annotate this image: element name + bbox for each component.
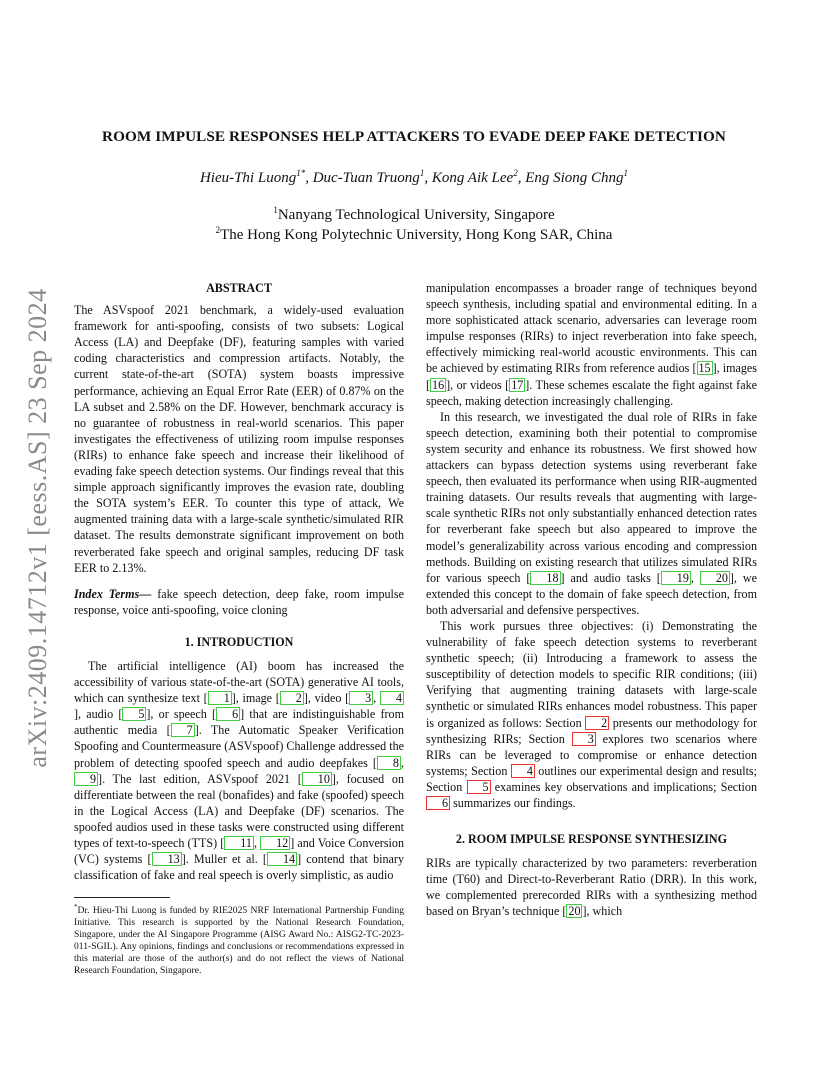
citation-link[interactable]: 16	[432, 377, 445, 392]
affiliation-mark: 2	[215, 225, 221, 235]
index-terms-label: Index Terms—	[74, 586, 152, 601]
author-mark: 1	[623, 168, 629, 178]
citation-link[interactable]: 14	[267, 852, 297, 866]
abstract-heading: ABSTRACT	[206, 281, 272, 295]
left-column	[74, 280, 404, 883]
citation-link[interactable]: 6	[216, 707, 240, 721]
section-ref-link[interactable]: 2	[585, 716, 609, 730]
section2-paragraph-1: RIRs are typically characterized by two parameters: reverberation time (T60) and Direct-to-Reverberant Ratio (DRR). In this work, we complemented prerecorded RIRs with a synthesizing method based on Bryan’s technique [ 20 ], which	[426, 856, 757, 919]
author-name: Duc-Tuan Truong	[312, 170, 420, 186]
citation-link[interactable]: 13	[152, 852, 182, 866]
citation-link[interactable]: 18	[530, 571, 560, 585]
index-terms	[74, 586, 404, 618]
citation-link[interactable]: 19	[661, 571, 691, 585]
affiliation-mark: 1	[273, 205, 278, 215]
citation-link[interactable]: 8	[377, 756, 401, 770]
intro-heading: 1. INTRODUCTION	[184, 634, 294, 649]
citation-link[interactable]: 3	[349, 691, 373, 705]
section-ref-link[interactable]: 4	[511, 764, 535, 778]
footnote-text: Dr. Hieu-Thi Luong is funded by RIE2025 NRF International Partnership Funding Initiative. This research is supported by the National Research Foundation, Singapore, under the AI Singapore Programme (AISG Award No.: AISG2-TC-2023-011-SGIL). Any opinions, findings and conclusions or recommendations expressed in this material are those of the author(s) and do not reflect the views of National Research Foundation, Singapore.	[74, 905, 404, 977]
citation-link[interactable]: 11	[224, 836, 254, 850]
section2-heading: 2. ROOM IMPULSE RESPONSE SYNTHESIZING	[455, 832, 728, 847]
author-mark: 1	[419, 168, 425, 178]
affiliation-text: The Hong Kong Polytechnic University, Hong Kong SAR, China	[220, 227, 613, 243]
intro-paragraph-3: This work pursues three objectives: (i) Demonstrating the vulnerability of fake speech detection systems to reverberant synthetic speech; (ii) Introducing a framework to assess the susceptibility of detection models to specific RIR conditions; (iii) Verifying that augmenting training datasets with large-scale synthetic or simulated RIRs enhances model robustness. This paper is organized as follows: Section 2 presents our methodology for synthesizing RIRs; Section 3 explores two scenarios where RIRs can be leveraged to compromise or enhance detection systems; Section 4 outlines our experimental design and results; Section 5 examines key observations and implications; Section 6 summarizes our findings.	[426, 618, 757, 810]
author-list: Hieu-Thi Luong$^{1*}$, Duc-Tuan Truong$^1$, Kong Aik Lee$^2$, Eng Siong Chng$^1$	[199, 168, 629, 186]
section-ref-link[interactable]: 6	[426, 796, 450, 810]
citation-link[interactable]: 12	[260, 836, 290, 850]
citation-link[interactable]: 17	[511, 377, 524, 392]
citation-link[interactable]: 10	[302, 772, 332, 786]
citation-link[interactable]: 1	[208, 691, 232, 705]
affiliation-text: Nanyang Technological University, Singapore	[277, 207, 555, 223]
section-ref-link[interactable]: 5	[467, 780, 491, 794]
author-name: Kong Aik Lee	[431, 170, 514, 186]
affiliation	[60, 205, 768, 224]
citation-link[interactable]: 7	[171, 723, 195, 737]
author-mark: 1*	[296, 168, 306, 178]
citation-link[interactable]: 9	[74, 772, 98, 786]
intro-paragraph-1: The artificial intelligence (AI) boom has increased the accessibility of various state-of-the-art (SOTA) generative AI tools, which can synthesize text [ 1 ], image [ 2 ], video [ 3 , 4], audio [ 5 ], or speech [ 6 ] that are indistinguishable from authentic media [ 7 ]. The Automatic Speaker Verification Spoofing and Countermeasure (ASVspoof) Challenge addressed the problem of detecting spoofed speech and audio deepfakes [ 8 , 9 ]. The last edition, ASVspoof 2021 [ 10 ], focused on differentiate between the real (bonafides) and fake (spoofed) speech in the Logical Access (LA) and Deepfake (DF) scenarios. The spoofed audios used in these tasks were constructed using different types of text-to-speech (TTS) [ 11 , 12 ] and Voice Conversion (VC) systems [ 13 ]. Muller et al. [ 14 ] contend that binary classification of fake and real speech is overly simplistic, as audio	[74, 658, 404, 883]
footnote-rule	[74, 897, 170, 898]
citation-link[interactable]: 2	[280, 691, 304, 705]
footnote-mark: *	[74, 903, 78, 911]
citation-link[interactable]: 15	[698, 361, 711, 376]
citation-link[interactable]: 20	[568, 904, 581, 919]
citation-link[interactable]: 4	[380, 691, 404, 705]
citation-link[interactable]: 20	[700, 571, 730, 585]
author-name: Eng Siong Chng	[525, 170, 624, 186]
author-name: Hieu-Thi Luong	[199, 170, 297, 186]
author-mark: 2	[513, 168, 518, 178]
section-ref-link[interactable]: 3	[572, 732, 596, 746]
intro-paragraph-2: In this research, we investigated the dual role of RIRs in fake speech detection, examining both their potential to compromise system security and enhance its robustness. We first showed how attackers can bypass detection systems using reverberant fake speech, then evaluated its performance when using RIR-augmented training datasets. Our results reveals that augmenting with large-scale synthetic RIRs not only substantially enhanced detection rates for reverberant fake speech but also appeared to improve the model’s generalizability across various encoding and compression methods. Building on existing research that utilizes simulated RIRs for various speech [ 18 ] and audio tasks [ 19 , 20 ], we extended this concept to the domain of fake speech detection, from both adversarial and defensive perspectives.	[426, 409, 757, 617]
abstract-text: The ASVspoof 2021 benchmark, a widely-used evaluation framework for anti-spoofing, consists of two subsets: Logical Access (LA) and Deepfake (DF), featuring samples with varied coding characteristics and compression artifacts. Notably, the current state-of-the-art (SOTA) system boasts impressive performance, achieving an Equal Error Rate (EER) of 0.87% on the LA subset and 2.58% on the DF. However, benchmark accuracy is no guarantee of robustness in real-world scenarios. This paper investigates the effectiveness of utilizing room impulse responses (RIRs) to enhance fake speech and increase their likelihood of evading fake speech detection systems. Our findings reveal that this simple approach significantly improves the evasion rate, doubling the SOTA system’s EER. To counter this type of attack, We augmented training data with a large-scale synthetic/simulated RIR dataset. The results demonstrate significant improvement on both reverberated fake speech and original samples, reducing DF task EER to 2.13%.	[74, 303, 404, 575]
affiliation	[60, 225, 768, 244]
citation-link[interactable]: 5	[122, 707, 146, 721]
footnote	[74, 901, 404, 977]
arxiv-side-stamp: arXiv:2409.14712v1 [eess.AS] 23 Sep 2024	[23, 288, 52, 768]
right-column	[426, 280, 757, 920]
intro-paragraph-1-continued: manipulation encompasses a broader range of techniques beyond speech synthesis, including spatial and environmental editing. In a more sophisticated attack scenario, adversaries can leverage room impulse responses (RIRs) to inject reverberation into fake speech, effectively mimicking real-world acoustic environments. This can be achieved by estimating RIRs from reference audios [ 15 ], images [ 16 ], or videos [ 17 ]. These schemes escalate the fight against fake speech, making detection increasingly challenging.	[426, 281, 757, 408]
paper-title: ROOM IMPULSE RESPONSES HELP ATTACKERS TO EVADE DEEP FAKE DETECTION	[102, 128, 726, 145]
index-terms-text: fake speech detection, deep fake, room impulse response, voice anti-spoofing, voice cloning	[74, 586, 404, 617]
